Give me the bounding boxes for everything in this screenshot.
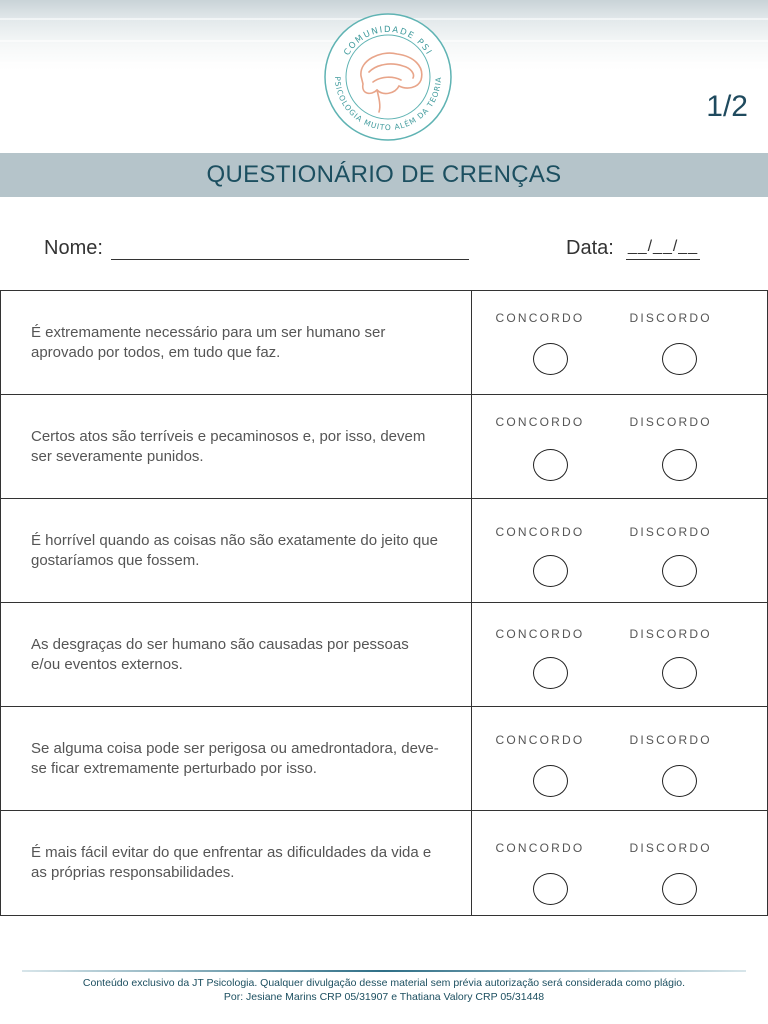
agree-label: CONCORDO [495, 733, 585, 747]
question-text: É extremamente necessário para um ser humano ser aprovado por todos, em tudo que faz. [1, 291, 472, 395]
question-row [1, 499, 768, 603]
question-text: As desgraças do ser humano são causadas por pessoas e/ou eventos externos. [1, 603, 472, 707]
agree-circle[interactable] [533, 873, 568, 905]
date-label: Data: [566, 237, 614, 259]
question-row [1, 707, 768, 811]
agree-circle[interactable] [533, 449, 568, 481]
comunidade-psi-logo [321, 10, 455, 144]
date-field [566, 237, 700, 260]
answer-options [471, 395, 768, 499]
agree-label: CONCORDO [495, 525, 585, 539]
name-label: Nome: [44, 237, 103, 259]
answer-options [471, 499, 768, 603]
footer [0, 976, 768, 1004]
page-title: QUESTIONÁRIO DE CRENÇAS [206, 161, 562, 188]
agree-label: CONCORDO [495, 841, 585, 855]
question-row [1, 395, 768, 499]
footer-disclaimer: Conteúdo exclusivo da JT Psicologia. Qualquer divulgação desse material sem prévia autorização será considerada como plágio. [82, 977, 686, 989]
name-field [44, 237, 469, 260]
answer-options [471, 603, 768, 707]
disagree-circle[interactable] [662, 343, 697, 375]
disagree-label: DISCORDO [629, 733, 712, 747]
disagree-label: DISCORDO [629, 525, 712, 539]
disagree-label: DISCORDO [629, 627, 712, 641]
question-text: É mais fácil evitar do que enfrentar as dificuldades da vida e as próprias responsabilidades. [1, 811, 472, 916]
question-row [1, 291, 768, 395]
svg-text:COMUNIDADE PSI: COMUNIDADE PSI [342, 24, 434, 58]
name-input-line[interactable] [111, 238, 469, 260]
question-row [1, 603, 768, 707]
footer-authors: Por: Jesiane Marins CRP 05/31907 e Thatiana Valory CRP 05/31448 [223, 991, 545, 1003]
disagree-circle[interactable] [662, 765, 697, 797]
question-text: Certos atos são terríveis e pecaminosos e, por isso, devem ser severamente punidos. [1, 395, 472, 499]
answer-options [471, 291, 768, 395]
disagree-label: DISCORDO [629, 311, 712, 325]
disagree-circle[interactable] [662, 657, 697, 689]
question-row [1, 811, 768, 916]
date-input-line[interactable]: __/__/__ [626, 238, 700, 260]
title-bar [0, 153, 768, 197]
agree-circle[interactable] [533, 657, 568, 689]
question-text: É horrível quando as coisas não são exatamente do jeito que gostaríamos que fossem. [1, 499, 472, 603]
disagree-circle[interactable] [662, 449, 697, 481]
disagree-label: DISCORDO [629, 415, 712, 429]
answer-options [471, 707, 768, 811]
page-number: 1/2 [706, 90, 748, 123]
agree-circle[interactable] [533, 343, 568, 375]
agree-circle[interactable] [533, 555, 568, 587]
agree-label: CONCORDO [495, 311, 585, 325]
questions-table [0, 290, 768, 916]
agree-label: CONCORDO [495, 415, 585, 429]
footer-divider [22, 970, 746, 972]
disagree-circle[interactable] [662, 555, 697, 587]
svg-text:PSICOLOGIA MUITO ALÉM DA TEORI: PSICOLOGIA MUITO ALÉM DA TEORIA [332, 76, 444, 133]
agree-circle[interactable] [533, 765, 568, 797]
disagree-circle[interactable] [662, 873, 697, 905]
answer-options [471, 811, 768, 916]
agree-label: CONCORDO [495, 627, 585, 641]
disagree-label: DISCORDO [629, 841, 712, 855]
question-text: Se alguma coisa pode ser perigosa ou amedrontadora, deve-se ficar extremamente perturbado por isso. [1, 707, 472, 811]
